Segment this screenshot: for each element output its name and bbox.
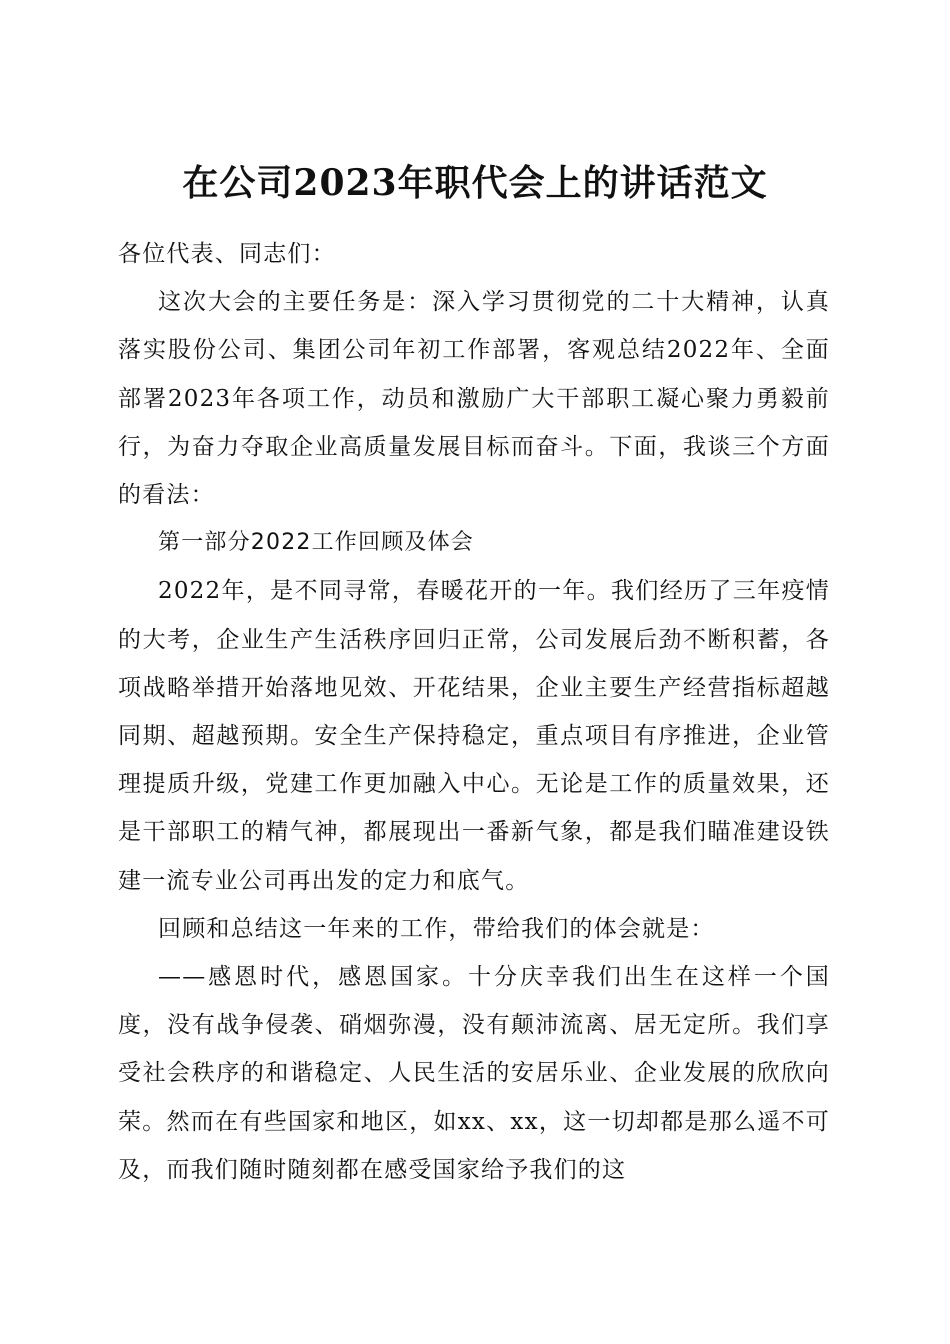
gratitude-paragraph: ——感恩时代，感恩国家。十分庆幸我们出生在这样一个国度，没有战争侵袭、硝烟弥漫，没有颠沛流离、居无定所。我们享受社会秩序的和谐稳定、人民生活的安居乐业、企业发展的欣欣向荣。然而在有些国家和地区，如xx、xx，这一切却都是那么遥不可及，而我们随时随刻都在感受国家给予我们的这 bbox=[118, 964, 830, 1183]
intro-paragraph: 这次大会的主要任务是：深入学习贯彻党的二十大精神，认真落实股份公司、集团公司年初工作部署，客观总结2022年、全面部署2023年各项工作，动员和激励广大干部职工凝心聚力勇毅前行，为奋力夺取企业高质量发展目标而奋斗。下面，我谈三个方面的看法： bbox=[118, 289, 830, 509]
section-heading: 第一部分2022工作回顾及体会 bbox=[158, 530, 474, 556]
document-title: 在公司2023年职代会上的讲话范文 bbox=[182, 162, 768, 205]
experience-intro-paragraph: 回顾和总结这一年来的工作，带给我们的体会就是： bbox=[158, 915, 715, 942]
document-body bbox=[118, 230, 830, 1194]
review-paragraph: 2022年，是不同寻常，春暖花开的一年。我们经历了三年疫情的大考，企业生产生活秩序回归正常，公司发展后劲不断积蓄，各项战略举措开始落地见效、开花结果，企业主要生产经营指标超越同期、超越预期。安全生产保持稳定，重点项目有序推进，企业管理提质升级，党建工作更加融入中心。无论是工作的质量效果，还是干部职工的精气神，都展现出一番新气象，都是我们瞄准建设铁建一流专业公司再出发的定力和底气。 bbox=[118, 578, 830, 894]
salutation: 各位代表、同志们： bbox=[118, 241, 336, 267]
